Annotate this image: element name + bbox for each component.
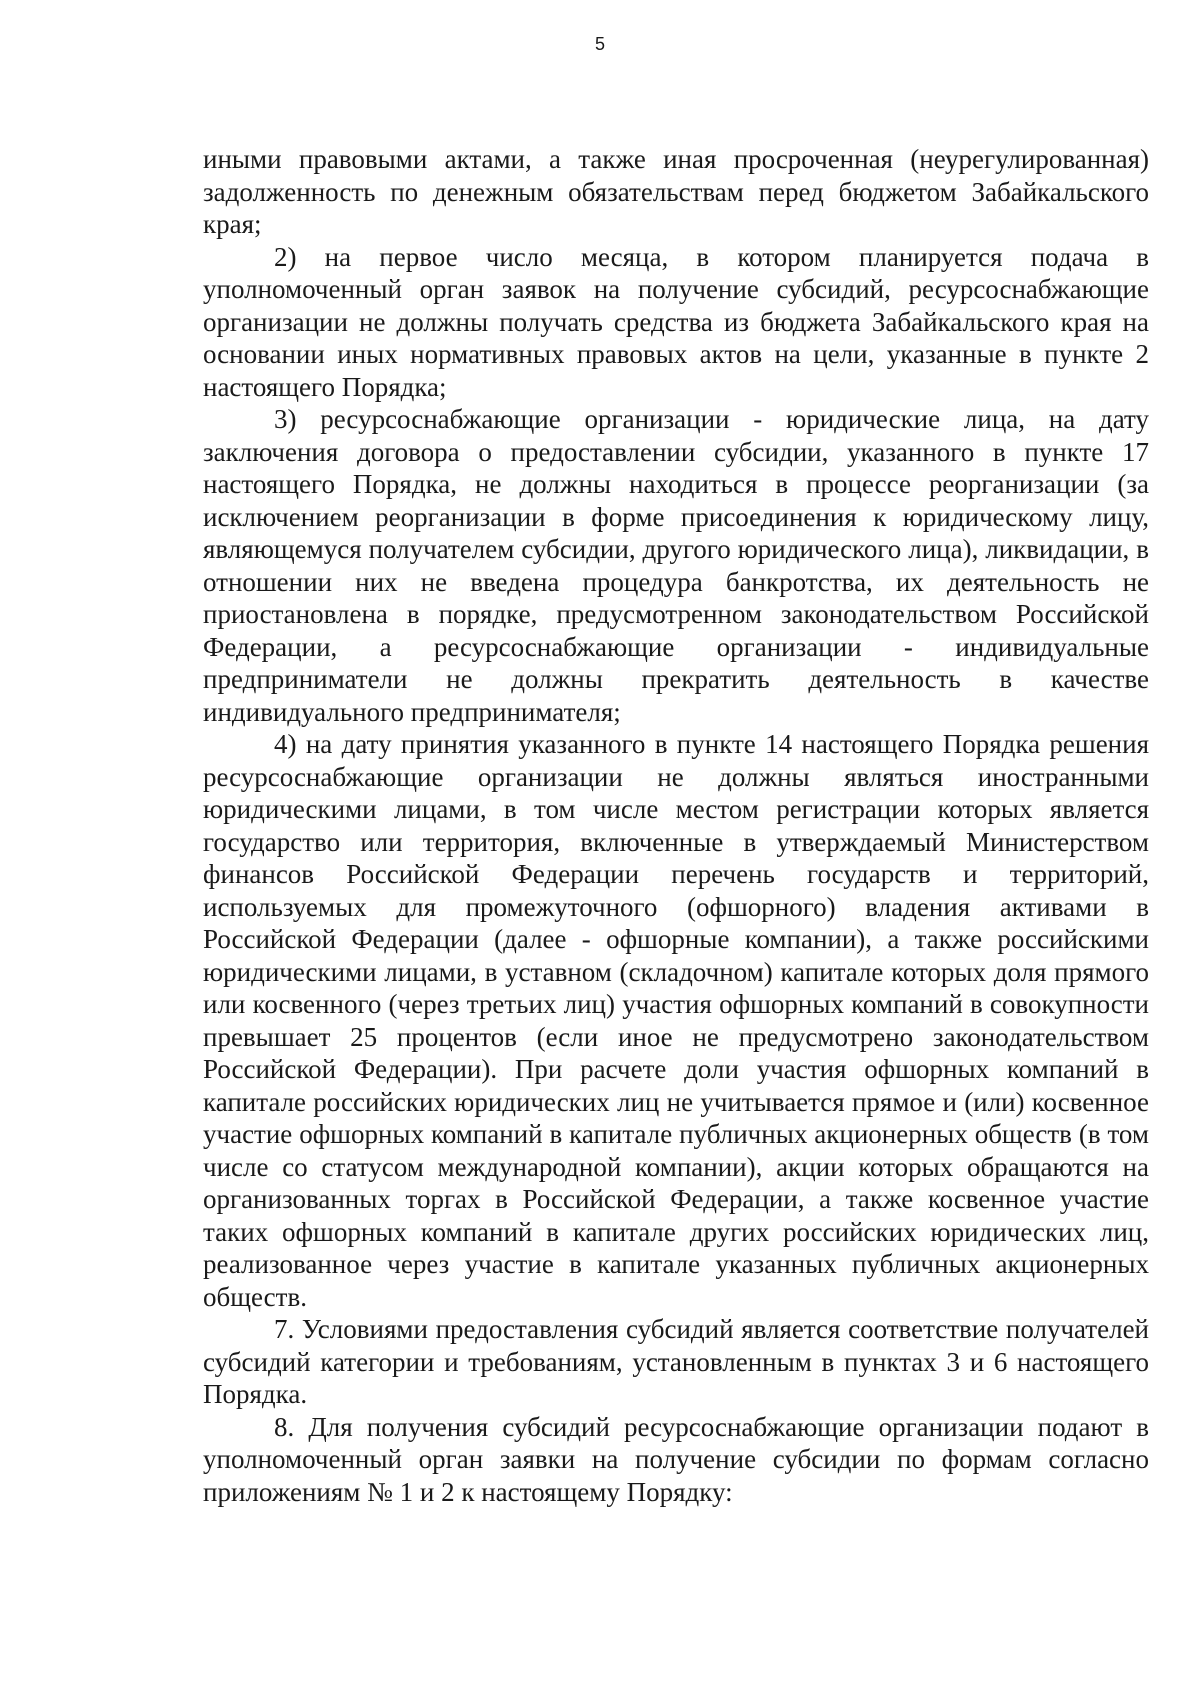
paragraph-continuation: иными правовыми актами, а также иная просроченная (неурегулированная) задолженность по денежным обязательствам перед бюджетом Забайкальского края; xyxy=(203,144,1149,239)
paragraph-clause-7: 7. Условиями предоставления субсидий является соответствие получателей субсидий категории и требованиям, установленным в пунктах 3 и 6 настоящего Порядка. xyxy=(203,1314,1149,1409)
paragraph-clause-8: 8. Для получения субсидий ресурсоснабжающие организации подают в уполномоченный орган заявки на получение субсидии по формам согласно приложениям № 1 и 2 к настоящему Порядку: xyxy=(203,1411,1149,1507)
paragraph-item-3: 3) ресурсоснабжающие организации - юридические лица, на дату заключения договора о предоставлении субсидии, указанного в пункте 17 настоящего Порядка, не должны находиться в процессе реорганизации (за исключением реорганизации в форме присоединения к юридическому лицу, являющемуся получателем субсидии, другого юридического лица), ликвидации, в отношении них не введена процедура банкротства, их деятельность не приостановлена в порядке, предусмотренном законодательством Российской Федерации, а ресурсоснабжающие организации - индивидуальные предприниматели не должны прекратить деятельность в качестве индивидуального предпринимателя; xyxy=(203,404,1149,727)
document-body xyxy=(203,143,1149,1508)
paragraph-item-4: 4) на дату принятия указанного в пункте 14 настоящего Порядка решения ресурсоснабжающие организации не должны являться иностранными юридическими лицами, в том числе местом регистрации которых является государство или территория, включенные в утверждаемый Министерством финансов Российской Федерации перечень государств и территорий, используемых для промежуточного (офшорного) владения активами в Российской Федерации (далее - офшорные компании), а также российскими юридическими лицами, в уставном (складочном) капитале которых доля прямого или косвенного (через третьих лиц) участия офшорных компаний в совокупности превышает 25 процентов (если иное не предусмотрено законодательством Российской Федерации). При расчете доли участия офшорных компаний в капитале российских юридических лиц не учитывается прямое и (или) косвенное участие офшорных компаний в капитале публичных акционерных обществ (в том числе со статусом международной компании), акции которых обращаются на организованных торгах в Российской Федерации, а также косвенное участие таких офшорных компаний в капитале других российских юридических лиц, реализованное через участие в капитале указанных публичных акционерных обществ. xyxy=(203,729,1149,1312)
paragraph-item-2: 2) на первое число месяца, в котором планируется подача в уполномоченный орган заявок на получение субсидий, ресурсоснабжающие организации не должны получать средства из бюджета Забайкальского края на основании иных нормативных правовых актов на цели, указанные в пункте 2 настоящего Порядка; xyxy=(203,241,1149,402)
page-number: 5 xyxy=(594,34,605,54)
